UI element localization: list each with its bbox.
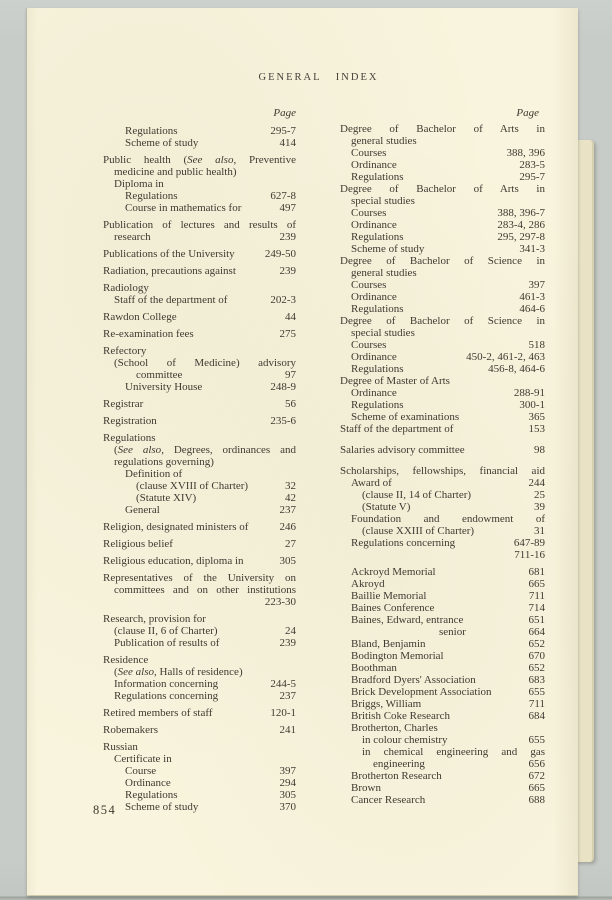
entry-page-number: 450-2, 461-2, 463: [466, 351, 545, 363]
entry-page-number: 237: [279, 690, 296, 702]
entry-text: engineering: [373, 758, 425, 770]
entry-text: Course: [125, 765, 157, 777]
index-entry: [340, 423, 545, 435]
entry-text: Baines, Edward, entrance: [351, 614, 464, 626]
entry-text: special studies: [351, 195, 415, 207]
index-entry: [340, 794, 545, 806]
index-entry: [340, 291, 545, 303]
entry-page-number: 295-7: [519, 171, 545, 183]
index-entry: [103, 178, 296, 190]
index-entry: [340, 710, 545, 722]
entry-text: Degree of Bachelor of Science in: [340, 315, 545, 327]
entry-text: Ordinance: [351, 291, 397, 303]
index-entry: [103, 707, 296, 719]
index-entry: [103, 777, 296, 789]
index-entry: [340, 734, 545, 746]
entry-page-number: 365: [528, 411, 545, 423]
entry-page-number: 688: [528, 794, 545, 806]
entry-page-number: 44: [285, 311, 296, 323]
index-entry: [103, 741, 296, 753]
entry-text: senior: [439, 626, 466, 638]
entry-page-number: 683: [528, 674, 545, 686]
index-entry: [103, 480, 296, 492]
entry-page-number: 244-5: [270, 678, 296, 690]
index-entry: [340, 537, 545, 549]
index-entry: [340, 566, 545, 578]
index-entry: [340, 243, 545, 255]
entry-page-number: 294: [279, 777, 296, 789]
entry-text: Publication of results of: [114, 637, 220, 649]
index-entry: [103, 248, 296, 260]
entry-text: Registrar: [103, 398, 144, 410]
entry-page-number: 223-30: [264, 596, 296, 608]
entry-page-number: 652: [528, 638, 545, 650]
entry-text: Courses: [351, 147, 387, 159]
entry-text: Ordinance: [351, 387, 397, 399]
entry-page-number: 464-6: [519, 303, 545, 315]
index-entry: [340, 231, 545, 243]
entry-text: Re-examination fees: [103, 328, 194, 340]
index-entry: [103, 584, 296, 596]
index-entry: [340, 171, 545, 183]
entry-text: (clause XVIII of Charter): [136, 480, 249, 492]
entry-text: general studies: [351, 267, 417, 279]
entry-page-number: 244: [528, 477, 545, 489]
index-entry: [340, 183, 545, 195]
entry-text: (Statute V): [362, 501, 411, 513]
index-entry: [103, 432, 296, 444]
entry-text: Refectory: [103, 345, 147, 357]
index-entry: [103, 555, 296, 567]
entry-text: Scholarships, fellowships, financial aid: [340, 465, 545, 477]
entry-text: committees and on other institutions: [114, 584, 296, 596]
entry-text: Bland, Benjamin: [351, 638, 426, 650]
entry-text: Staff of the department of: [340, 423, 454, 435]
entry-text: in colour chemistry: [362, 734, 448, 746]
entry-page-number: 656: [528, 758, 545, 770]
entry-page-number: 711: [528, 590, 545, 602]
entry-page-number: 341-3: [519, 243, 545, 255]
index-entry: [340, 578, 545, 590]
index-entry: [340, 770, 545, 782]
entry-page-number: 120-1: [270, 707, 296, 719]
index-entry: [340, 686, 545, 698]
entry-page-number: 711: [528, 698, 545, 710]
index-entry: [103, 125, 296, 137]
index-entry: [103, 369, 296, 381]
entry-page-number: 672: [528, 770, 545, 782]
index-entry: [103, 294, 296, 306]
entry-text: Regulations concerning: [351, 537, 456, 549]
entry-text: Research, provision for: [103, 613, 206, 625]
entry-text: Akroyd: [351, 578, 385, 590]
entry-page-number: 98: [534, 444, 545, 456]
entry-page-number: 670: [528, 650, 545, 662]
index-entry: [103, 666, 296, 678]
entry-text: Course in mathematics for: [125, 202, 242, 214]
index-entry: [103, 154, 296, 166]
entry-page-number: 275: [279, 328, 296, 340]
entry-text: Residence: [103, 654, 149, 666]
index-entry: [103, 654, 296, 666]
entry-text: medicine and public health): [114, 166, 237, 178]
entry-page-number: 202-3: [270, 294, 296, 306]
index-entry: [103, 789, 296, 801]
index-entry: [340, 135, 545, 147]
index-entry: [340, 638, 545, 650]
index-entry: [340, 339, 545, 351]
entry-page-number: 25: [534, 489, 545, 501]
entry-page-number: 283-5: [519, 159, 545, 171]
entry-page-number: 295-7: [270, 125, 296, 137]
index-entry: [340, 662, 545, 674]
entry-page-number: 388, 396-7: [497, 207, 545, 219]
entry-page-number: 647-89: [513, 537, 545, 549]
entry-text: Religious belief: [103, 538, 173, 550]
index-entry: [340, 207, 545, 219]
index-entry: [103, 137, 296, 149]
entry-text: Foundation and endowment of: [351, 513, 545, 525]
entry-text: University House: [125, 381, 203, 393]
entry-page-number: 300-1: [519, 399, 545, 411]
entry-page-number: 305: [279, 555, 296, 567]
entry-text: Ordinance: [351, 351, 397, 363]
entry-page-number: 655: [528, 734, 545, 746]
index-entry: [103, 492, 296, 504]
entry-page-number: 681: [528, 566, 545, 578]
index-entry: [103, 398, 296, 410]
index-entry: [340, 489, 545, 501]
page-column-label-right: Page: [516, 107, 539, 119]
index-entry: [103, 504, 296, 516]
entry-text: (Statute XIV): [136, 492, 197, 504]
entry-text: Baillie Memorial: [351, 590, 427, 602]
entry-text: Regulations: [125, 190, 178, 202]
index-entry: [340, 255, 545, 267]
index-entry: [103, 357, 296, 369]
entry-text: Regulations: [351, 363, 404, 375]
entry-page-number: 241: [279, 724, 296, 736]
index-entry: [340, 525, 545, 537]
index-entry: [103, 345, 296, 357]
index-entry: [340, 746, 545, 758]
index-entry: [103, 166, 296, 178]
page-title: GENERAL INDEX: [258, 72, 379, 83]
entry-text: general studies: [351, 135, 417, 147]
index-entry: [340, 387, 545, 399]
index-entry: [340, 267, 545, 279]
entry-text: Religion, designated ministers of: [103, 521, 249, 533]
index-entry: [103, 801, 296, 813]
index-entry: [103, 282, 296, 294]
entry-text: Ordinance: [351, 159, 397, 171]
entry-text: Regulations: [125, 789, 178, 801]
entry-text: Religious education, diploma in: [103, 555, 244, 567]
entry-page-number: 305: [279, 789, 296, 801]
entry-text: Regulations: [351, 303, 404, 315]
entry-page-number: 235-6: [270, 415, 296, 427]
entry-text: Regulations: [103, 432, 156, 444]
entry-text: Diploma in: [114, 178, 164, 190]
index-entry: [103, 690, 296, 702]
entry-text: (clause XXIII of Charter): [362, 525, 475, 537]
index-entry: [103, 202, 296, 214]
entry-text: Robemakers: [103, 724, 158, 736]
index-entry: [340, 147, 545, 159]
index-entry: [103, 596, 296, 608]
index-entry: [340, 590, 545, 602]
entry-text: Rawdon College: [103, 311, 177, 323]
entry-page-number: 461-3: [519, 291, 545, 303]
index-entry: [103, 265, 296, 277]
index-entry: [340, 501, 545, 513]
entry-text: General: [125, 504, 160, 516]
entry-text: Brown: [351, 782, 381, 794]
index-entry: [340, 279, 545, 291]
entry-text: Cancer Research: [351, 794, 426, 806]
entry-text: Russian: [103, 741, 138, 753]
entry-text: Scheme of study: [351, 243, 425, 255]
entry-page-number: 664: [528, 626, 545, 638]
entry-text: (See also, Degrees, ordinances and: [114, 444, 296, 456]
index-entry: [103, 415, 296, 427]
index-entry: [340, 351, 545, 363]
entry-text: Regulations: [351, 399, 404, 411]
entry-page-number: 24: [285, 625, 296, 637]
index-entry: [340, 477, 545, 489]
entry-page-number: 684: [528, 710, 545, 722]
entry-text: British Coke Research: [351, 710, 450, 722]
entry-text: Regulations: [351, 171, 404, 183]
index-entry: [340, 602, 545, 614]
index-entry: [103, 765, 296, 777]
entry-page-number: 295, 297-8: [497, 231, 545, 243]
entry-text: Courses: [351, 279, 387, 291]
entry-page-number: 246: [279, 521, 296, 533]
index-entry: [340, 782, 545, 794]
index-entry: [103, 311, 296, 323]
entry-page-number: 397: [528, 279, 545, 291]
entry-page-number: 388, 396: [506, 147, 545, 159]
index-entry: [340, 219, 545, 231]
entry-text: Scheme of study: [125, 801, 199, 813]
index-column-right: [340, 123, 545, 806]
entry-text: (School of Medicine) advisory: [114, 357, 296, 369]
entry-text: research: [114, 231, 151, 243]
index-entry: [340, 327, 545, 339]
entry-text: Brotherton Research: [351, 770, 442, 782]
entry-page-number: 497: [279, 202, 296, 214]
entry-text: Public health (See also, Preventive: [103, 154, 296, 166]
index-entry: [103, 468, 296, 480]
entry-text: Information concerning: [114, 678, 219, 690]
entry-text: Definition of: [125, 468, 183, 480]
index-entry: [340, 303, 545, 315]
entry-page-number: 249-50: [264, 248, 296, 260]
index-entry: [103, 678, 296, 690]
entry-text: Registration: [103, 415, 157, 427]
index-entry: [103, 637, 296, 649]
entry-text: Degree of Bachelor of Arts in: [340, 183, 545, 195]
entry-page-number: 414: [279, 137, 296, 149]
index-entry: [103, 231, 296, 243]
index-entry: [340, 465, 545, 477]
entry-page-number: 711-16: [514, 549, 545, 561]
index-entry: [340, 411, 545, 423]
page-column-label-left: Page: [273, 107, 296, 119]
entry-page-number: 248-9: [270, 381, 296, 393]
index-entry: [340, 674, 545, 686]
index-entry: [340, 650, 545, 662]
entry-page-number: 518: [528, 339, 545, 351]
index-entry: [340, 626, 545, 638]
index-entry: [103, 219, 296, 231]
index-entry: [103, 444, 296, 456]
index-entry: [340, 513, 545, 525]
index-entry: [103, 328, 296, 340]
entry-text: Regulations: [125, 125, 178, 137]
entry-text: Briggs, William: [351, 698, 422, 710]
entry-text: Brick Development Association: [351, 686, 492, 698]
index-entry: [340, 549, 545, 561]
entry-text: Boothman: [351, 662, 397, 674]
entry-text: Ackroyd Memorial: [351, 566, 436, 578]
entry-text: (clause II, 14 of Charter): [362, 489, 472, 501]
entry-text: Retired members of staff: [103, 707, 213, 719]
entry-page-number: 27: [285, 538, 296, 550]
entry-page-number: 665: [528, 578, 545, 590]
entry-text: Certificate in: [114, 753, 172, 765]
index-entry: [340, 758, 545, 770]
entry-text: regulations governing): [114, 456, 214, 468]
index-entry: [103, 521, 296, 533]
index-entry: [340, 444, 545, 456]
index-column-left: [103, 125, 296, 813]
entry-page-number: 42: [285, 492, 296, 504]
index-entry: [340, 375, 545, 387]
entry-text: Publication of lectures and results of: [103, 219, 296, 231]
index-entry: [340, 614, 545, 626]
index-entry: [103, 724, 296, 736]
index-entry: [103, 190, 296, 202]
index-entry: [340, 363, 545, 375]
index-entry: [340, 698, 545, 710]
entry-text: (See also, Halls of residence): [114, 666, 243, 678]
entry-text: Scheme of study: [125, 137, 199, 149]
entry-text: Representatives of the University on: [103, 572, 296, 584]
entry-text: Salaries advisory committee: [340, 444, 465, 456]
entry-text: Degree of Bachelor of Arts in: [340, 123, 545, 135]
entry-text: committee: [136, 369, 183, 381]
entry-page-number: 627-8: [270, 190, 296, 202]
entry-page-number: 665: [528, 782, 545, 794]
index-entry: [103, 538, 296, 550]
entry-page-number: 153: [528, 423, 545, 435]
index-entry: [340, 123, 545, 135]
index-entry: [340, 195, 545, 207]
entry-page-number: 651: [528, 614, 545, 626]
index-entry: [340, 315, 545, 327]
entry-text: Scheme of examinations: [351, 411, 460, 423]
entry-page-number: 397: [279, 765, 296, 777]
entry-text: Courses: [351, 339, 387, 351]
index-entry: [340, 399, 545, 411]
entry-text: Publications of the University: [103, 248, 235, 260]
entry-page-number: 283-4, 286: [497, 219, 545, 231]
entry-text: Ordinance: [125, 777, 171, 789]
entry-page-number: 39: [534, 501, 545, 513]
entry-text: special studies: [351, 327, 415, 339]
entry-page-number: 32: [285, 480, 296, 492]
index-entry: [340, 159, 545, 171]
entry-page-number: 714: [528, 602, 545, 614]
entry-text: Regulations: [351, 231, 404, 243]
entry-page-number: 456-8, 464-6: [488, 363, 545, 375]
entry-text: in chemical engineering and gas: [362, 746, 545, 758]
entry-text: Ordinance: [351, 219, 397, 231]
entry-text: Regulations concerning: [114, 690, 219, 702]
entry-page-number: 652: [528, 662, 545, 674]
entry-text: Degree of Master of Arts: [340, 375, 450, 387]
entry-page-number: 288-91: [513, 387, 545, 399]
entry-page-number: 237: [279, 504, 296, 516]
index-entry: [340, 722, 545, 734]
entry-page-number: 239: [279, 265, 296, 277]
entry-text: Bodington Memorial: [351, 650, 444, 662]
entry-page-number: 56: [285, 398, 296, 410]
index-entry: [103, 381, 296, 393]
entry-text: Degree of Bachelor of Science in: [340, 255, 545, 267]
entry-page-number: 370: [279, 801, 296, 813]
entry-page-number: 239: [279, 637, 296, 649]
entry-text: Brotherton, Charles: [351, 722, 438, 734]
index-entry: [103, 625, 296, 637]
entry-text: Bradford Dyers' Association: [351, 674, 476, 686]
page-number: 854: [93, 803, 117, 817]
entry-text: Baines Conference: [351, 602, 435, 614]
entry-page-number: 655: [528, 686, 545, 698]
entry-text: Award of: [351, 477, 392, 489]
entry-page-number: 97: [285, 369, 296, 381]
index-entry: [103, 456, 296, 468]
entry-text: Radiology: [103, 282, 149, 294]
index-entry: [103, 753, 296, 765]
entry-text: Courses: [351, 207, 387, 219]
index-entry: [103, 613, 296, 625]
entry-text: Radiation, precautions against: [103, 265, 236, 277]
entry-page-number: 239: [279, 231, 296, 243]
entry-text: (clause II, 6 of Charter): [114, 625, 218, 637]
entry-text: Staff of the department of: [114, 294, 228, 306]
entry-page-number: 31: [534, 525, 545, 537]
index-entry: [103, 572, 296, 584]
book-page: [27, 8, 578, 896]
